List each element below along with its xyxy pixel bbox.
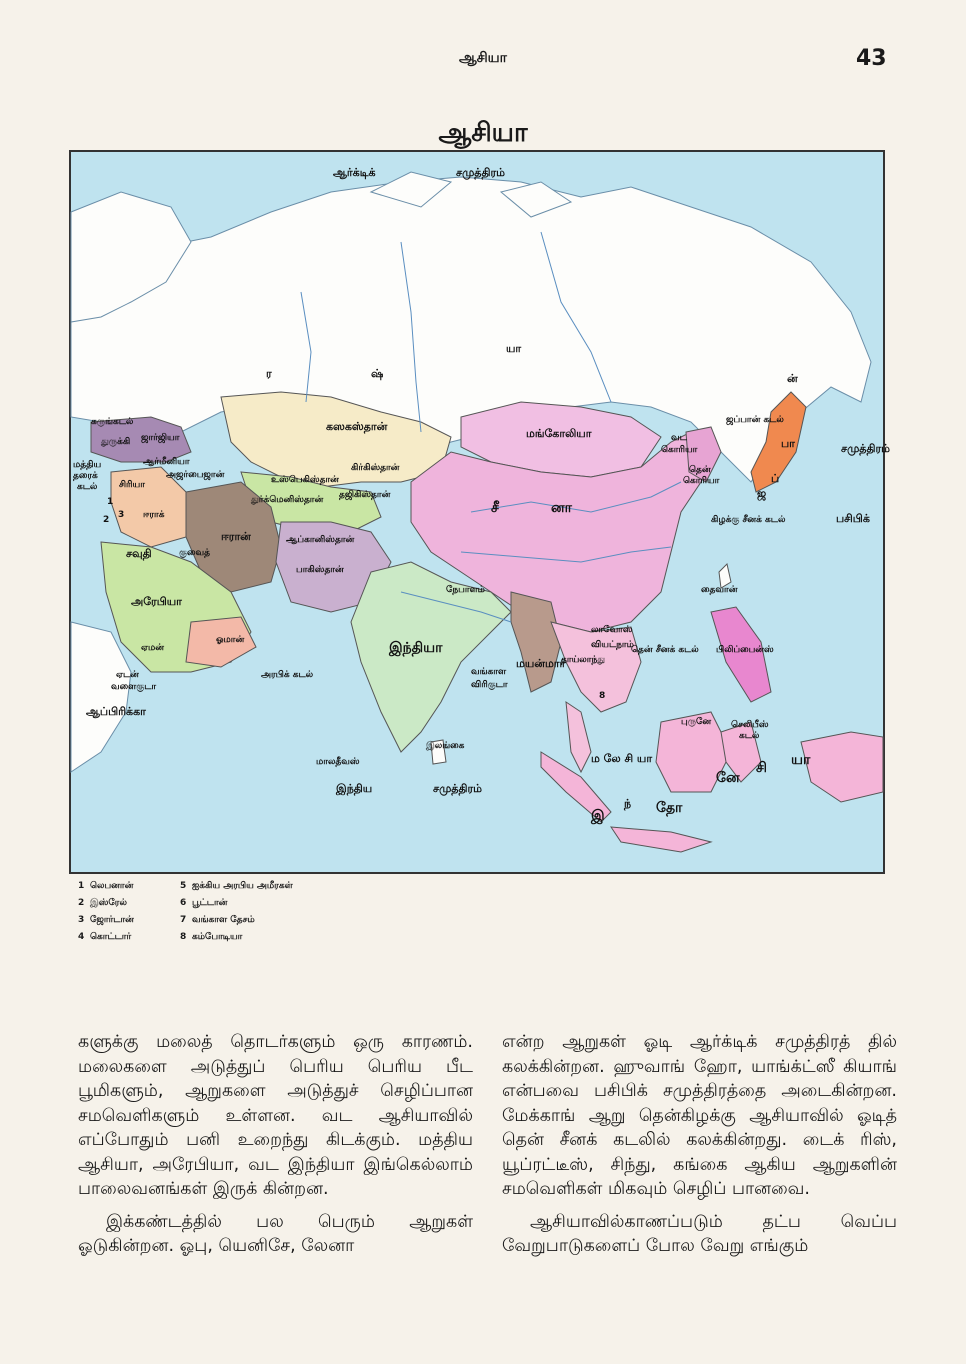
country-number: 8 (599, 691, 606, 701)
country-label: ஈரான் (221, 530, 251, 543)
legend-name: பூட்டான் (192, 898, 228, 908)
country-label: இ (591, 808, 605, 824)
sea-label: ஜப்பான் கடல் (726, 415, 784, 425)
country-label: தஜிகிஸ்தான் (339, 490, 391, 500)
legend-column (180, 878, 350, 946)
sea-label: விரிகுடா (471, 680, 508, 690)
country-label: தோ (656, 800, 683, 816)
country-label: மங்கோலியா (526, 427, 592, 440)
legend-number: 3 (78, 915, 85, 925)
sea-label: அரபிக் கடல் (261, 670, 314, 680)
legend-name: வங்காள தேசம் (192, 915, 255, 925)
country-label: ஜ (757, 487, 767, 500)
legend-number: 1 (78, 881, 85, 891)
body-paragraph: என்ற ஆறுகள் ஓடி ஆர்க்டிக் சமுத்திரத் தில் கலக்கின்றன. ஹுவாங் ஹோ, யாங்க்ட்ஸீ கியாங் என்பவை பசிபிக் சமுத்திரத்தை அடைகின்றன. மேக்காங் ஆறு தென்கிழக்கு ஆசியாவில் ஓடித் தென் சீனக் கடலில் கலக்கின்றது. டைக் ரிஸ், யூப்ரட்டீஸ், சிந்து, கங்கை ஆகிய ஆறுகளின் சமவெளிகள் மிகவும் செழிப் பானவை. (502, 1032, 897, 1199)
sea-label: கருங்கடல் (91, 417, 134, 427)
country-label: ஆப்பிரிக்கா (86, 705, 146, 718)
country-number: 2 (103, 515, 110, 525)
country-label: பாகிஸ்தான் (296, 565, 344, 575)
running-head: ஆசியா (459, 50, 507, 66)
country-label: உஸ்பெகிஸ்தான் (271, 475, 339, 485)
country-label: சி (756, 760, 767, 776)
country-label: யா (791, 752, 811, 768)
country-number: 1 (107, 497, 114, 507)
country-label: கிர்கிஸ்தான் (351, 463, 400, 473)
country-label: லாவோஸ் (591, 625, 633, 635)
body-paragraph: இக்கண்டத்தில் பல பெரும் ஆறுகள் ஓடுகின்றன. ஓபு, யெனிசே, லேனா (78, 1211, 473, 1256)
country-label: ஆர்மீனியா (143, 457, 190, 467)
sea-label: கடல் (77, 482, 98, 492)
page-number: 43 (856, 46, 887, 71)
country-label: தைவான் (701, 585, 738, 595)
country-number: 3 (118, 510, 125, 520)
country-label: ம லே சி யா (591, 752, 653, 765)
sea-label: தென் சீனக் கடல் (631, 645, 699, 655)
country-label: சீ (491, 500, 499, 516)
country-label: வட (671, 433, 687, 443)
country-label: வியட்நாம் (591, 640, 634, 650)
legend-name: கொட்டார் (90, 932, 132, 942)
asia-map (69, 150, 891, 874)
sea-label: தரைக் (73, 471, 98, 481)
country-label: கொரியா (661, 445, 698, 455)
map-canvas (71, 152, 891, 872)
country-label: தாய்லாந்து (561, 655, 606, 665)
country-label: ஜார்ஜியா (141, 433, 180, 443)
sea-label: கிழக்கு சீனக் கடல் (711, 515, 786, 525)
ocean-label: சமுத்திரம் (433, 782, 483, 795)
country-label: கஸகஸ்தான் (326, 420, 388, 433)
ocean-label: சமுத்திரம் (456, 166, 506, 179)
country-label: இலங்கை (426, 741, 465, 751)
ocean-label: இந்திய (336, 782, 373, 795)
legend-item (180, 912, 350, 929)
legend-number: 8 (180, 932, 187, 942)
country-label: ப் (771, 472, 780, 485)
legend-name: இஸ்ரேல் (90, 898, 127, 908)
legend-name: லெபனான் (90, 881, 134, 891)
sea-label: செலிபீஸ் (731, 720, 769, 730)
country-label: அரேபியா (131, 595, 182, 608)
sea-label: மத்திய (73, 460, 102, 470)
legend-item (180, 878, 350, 895)
country-label: மயன்மார் (516, 657, 566, 670)
country-label: சிரியா (119, 480, 145, 490)
country-label: ஈராக் (143, 510, 165, 520)
legend-number: 2 (78, 898, 85, 908)
country-label: ந் (624, 797, 632, 810)
body-column-right (502, 1030, 897, 1267)
sea-label: ஏடன் (116, 670, 139, 680)
ocean-label: பசிபிக் (836, 512, 870, 525)
country-label: புருனே (681, 717, 712, 727)
ocean-label: ஆர்க்டிக் (333, 166, 376, 179)
country-label: குவைத் (179, 548, 210, 558)
sea-label: வளைகுடா (111, 682, 157, 692)
country-label: ஏமன் (141, 643, 164, 653)
legend-number: 7 (180, 915, 187, 925)
country-label: யா (506, 342, 522, 355)
body-column-left (78, 1030, 473, 1267)
country-label: பிலிப்பைன்ஸ் (716, 645, 774, 655)
legend-name: கம்போடியா (192, 932, 243, 942)
sea-label: கடல் (739, 731, 760, 741)
country-label: னா (551, 500, 572, 516)
legend-name: ஜோர்டான் (90, 915, 134, 925)
country-label: ஓமான் (216, 635, 245, 645)
legend-number: 4 (78, 932, 85, 942)
country-label: அஜர்பைஜான் (166, 470, 225, 480)
country-label: சவுதி (126, 547, 152, 560)
body-paragraph: ஆசியாவில்காணப்படும் தட்ப வெப்ப வேறுபாடுகளைப் போல வேறு எங்கும் (502, 1211, 897, 1256)
legend-name: ஐக்கிய அரபிய அமீரகள் (192, 881, 293, 891)
country-label: ஆப்கானிஸ்தான் (286, 535, 355, 545)
country-label: மாலதீவஸ் (316, 757, 360, 767)
country-label: ர (266, 367, 272, 380)
country-label: தென் (689, 465, 711, 475)
legend-number: 5 (180, 881, 187, 891)
country-label: ஷ் (371, 367, 384, 380)
legend-item (180, 895, 350, 912)
country-label: னே (716, 770, 740, 786)
country-label: துருக்கி (101, 437, 131, 447)
country-label: நேபாளம் (446, 585, 485, 595)
body-paragraph: களுக்கு மலைத் தொடர்களும் ஒரு காரணம். மலைகளை அடுத்துப் பெரிய பெரிய பீட பூமிகளும், ஆறுகளை அடுத்துச் செழிப்பான சமவெளிகளும் உள்ளன. வட ஆசியாவில் எப்போதும் பனி உறைந்து கிடக்கும். மத்திய ஆசியா, அரேபியா, வட இந்தியா இங்கெல்லாம் பாலைவனங்கள் இருக் கின்றன. (78, 1032, 473, 1199)
legend-number: 6 (180, 898, 187, 908)
country-label: இந்தியா (389, 640, 443, 656)
country-label: கொரியா (683, 476, 720, 486)
legend-item (180, 929, 350, 946)
country-label: பா (781, 437, 795, 450)
map-title: ஆசியா (438, 118, 528, 148)
sea-label: வங்காள (471, 667, 507, 677)
country-label: துர்க்மெனிஸ்தான் (251, 495, 324, 505)
ocean-label: சமுத்திரம் (841, 442, 891, 455)
country-label: ன் (787, 372, 798, 385)
